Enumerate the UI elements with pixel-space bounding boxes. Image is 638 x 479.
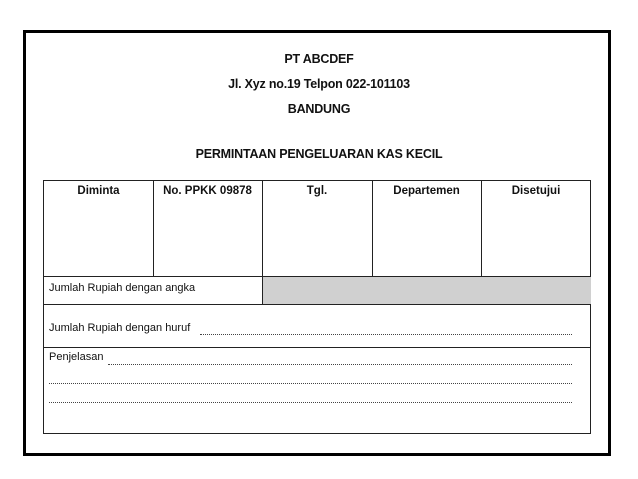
column-header-approved: Disetujui bbox=[511, 185, 561, 197]
column-divider bbox=[262, 277, 263, 304]
amount-words-line[interactable] bbox=[200, 334, 572, 335]
column-header-diminta: Diminta bbox=[77, 185, 120, 197]
company-name: PT ABCDEF bbox=[284, 52, 354, 66]
form-title: PERMINTAAN PENGELUARAN KAS KECIL bbox=[195, 147, 443, 161]
amount-words-label: Jumlah Rupiah dengan huruf bbox=[49, 322, 191, 334]
petty-cash-form bbox=[43, 180, 591, 434]
company-city: BANDUNG bbox=[287, 102, 351, 116]
explanation-line[interactable] bbox=[108, 364, 572, 365]
explanation-line[interactable] bbox=[49, 402, 572, 403]
row-divider bbox=[44, 347, 590, 348]
column-header-department: Departemen bbox=[393, 185, 460, 197]
column-header-date: Tgl. bbox=[306, 185, 328, 197]
company-address: Jl. Xyz no.19 Telpon 022-101103 bbox=[228, 77, 410, 91]
row-divider bbox=[44, 304, 590, 305]
explanation-label: Penjelasan bbox=[49, 351, 104, 363]
amount-numeric-field[interactable] bbox=[262, 277, 591, 304]
column-header-number: No. PPKK 09878 bbox=[163, 185, 252, 197]
amount-numeric-label: Jumlah Rupiah dengan angka bbox=[49, 282, 196, 294]
explanation-line[interactable] bbox=[49, 383, 572, 384]
